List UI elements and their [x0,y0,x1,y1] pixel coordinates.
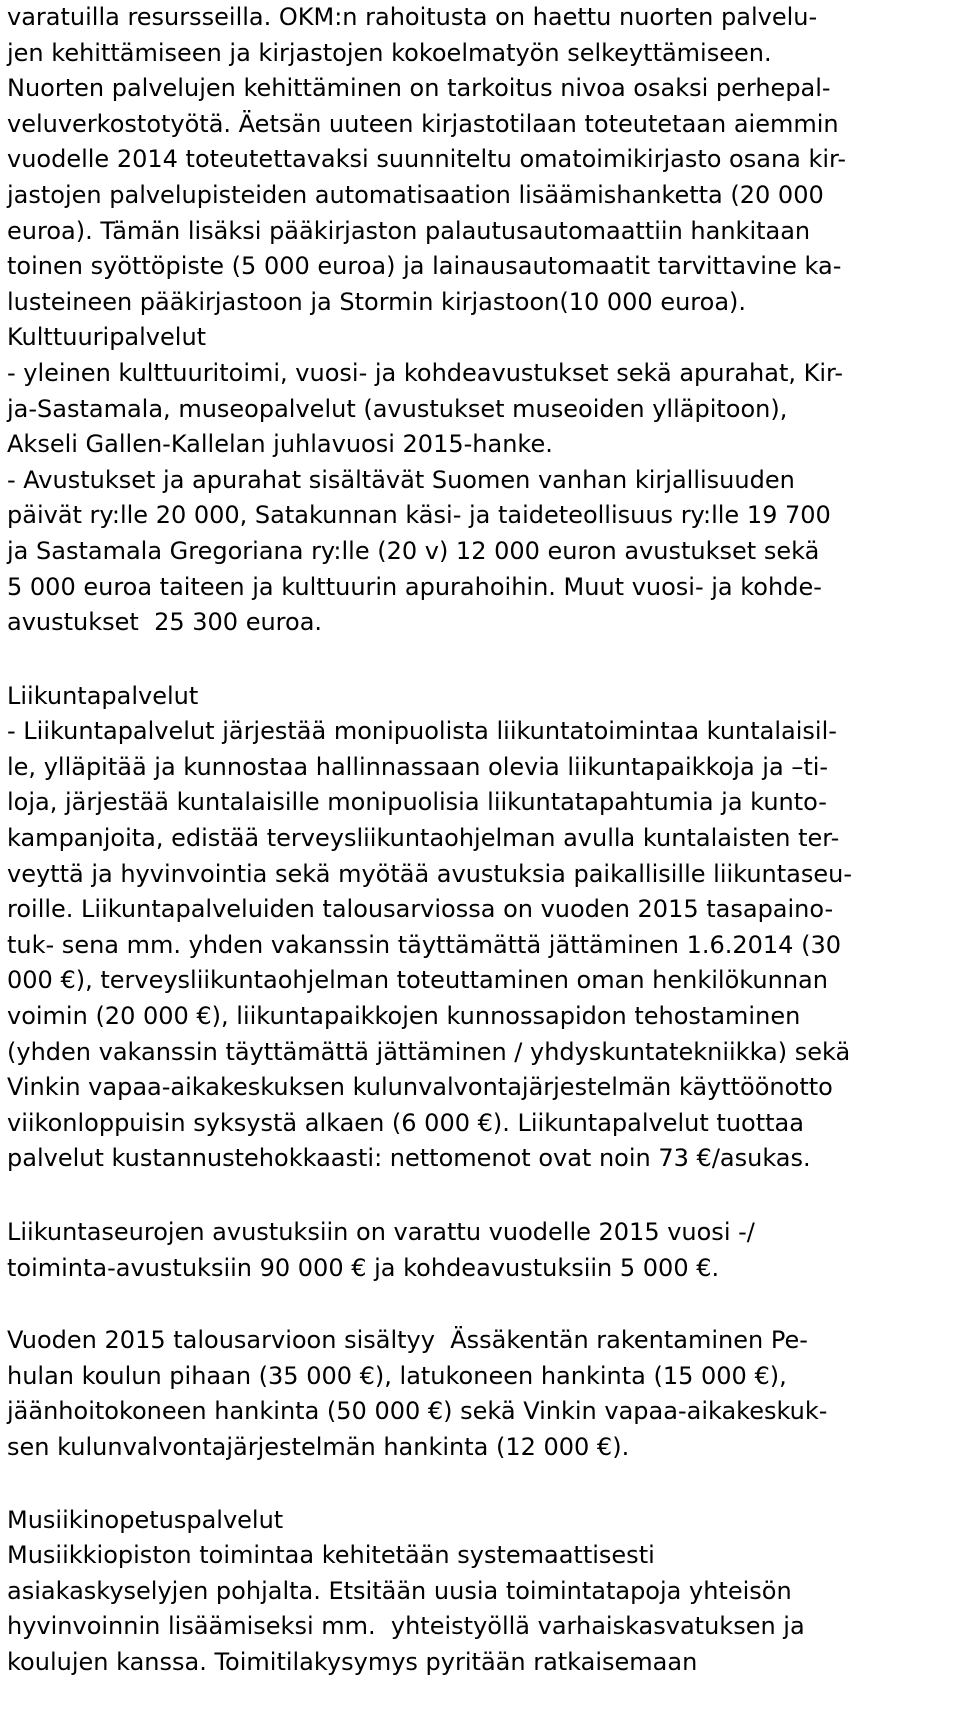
paragraph-culture-services [7,320,960,640]
paragraph-music-education [7,1503,960,1681]
text-line: veyttä ja hyvinvointia sekä myötää avustuksia paikallisille liikuntaseu- [7,859,853,888]
text-line: hyvinvoinnin lisäämiseksi mm. yhteistyöllä varhaiskasvatuksen ja [7,1612,805,1641]
text-line: päivät ry:lle 20 000, Satakunnan käsi- ja taideteollisuus ry:lle 19 700 [7,501,831,530]
text-line: Akseli Gallen-Kallelan juhlavuosi 2015-hanke. [7,430,553,459]
text-line: jäänhoitokoneen hankinta (50 000 €) sekä Vinkin vapaa-aikakeskuk- [7,1397,828,1426]
text-line: 000 €), terveysliikuntaohjelman toteuttaminen oman henkilökunnan [7,966,828,995]
text-line: - yleinen kulttuuritoimi, vuosi- ja kohdeavustukset sekä apurahat, Kir- [7,358,844,387]
text-line: le, ylläpitää ja kunnostaa hallinnassaan olevia liikuntapaikkoja ja –ti- [7,752,829,781]
text-line: jastojen palvelupisteiden automatisaation lisäämishanketta (20 000 [7,180,824,209]
text-line: viikonloppuisin syksystä alkaen (6 000 €). Liikuntapalvelut tuottaa [7,1108,804,1137]
text-line: Liikuntaseurojen avustuksiin on varattu vuodelle 2015 vuosi -/ [7,1218,755,1246]
text-line: lusteineen pääkirjastoon ja Stormin kirjastoon(10 000 euroa). [7,287,747,316]
text-line: avustukset 25 300 euroa. [7,608,323,637]
text-line: palvelut kustannustehokkaasti: nettomenot ovat noin 73 €/asukas. [7,1144,811,1173]
text-line: voimin (20 000 €), liikuntapaikkojen kunnossapidon tehostaminen [7,1002,801,1031]
text-line: koulujen kanssa. Toimitilakysymys pyritään ratkaisemaan [7,1647,698,1676]
text-line: vuodelle 2014 toteutettavaksi suunniteltu omatoimikirjasto osana kir- [7,145,847,174]
text-line: veluverkostotyötä. Äetsän uuteen kirjastotilaan toteutetaan aiemmin [7,109,839,138]
text-line: - Liikuntapalvelut järjestää monipuolista liikuntatoimintaa kuntalaisil- [7,717,837,746]
paragraph-budget-2015 [7,1323,960,1465]
section-heading-sports: Liikuntapalvelut [7,681,199,710]
paragraph-gap [7,641,960,679]
text-line: (yhden vakanssin täyttämättä jättäminen / yhdyskuntatekniikka) sekä [7,1037,851,1066]
text-line: toiminta-avustuksiin 90 000 € ja kohdeavustuksiin 5 000 €. [7,1253,720,1282]
text-line: roille. Liikuntapalveluiden talousarviossa on vuoden 2015 tasapaino- [7,895,834,924]
text-line: Vinkin vapaa-aikakeskuksen kulunvalvontajärjestelmän käyttöönotto [7,1073,833,1102]
paragraph-gap [7,1466,960,1503]
text-line: tuk- sena mm. yhden vakanssin täyttämättä jättäminen 1.6.2014 (30 [7,930,841,959]
section-heading-culture: Kulttuuripalvelut [7,323,207,352]
text-line: ja-Sastamala, museopalvelut (avustukset museoiden ylläpitoon), [7,394,788,423]
text-line: jen kehittämiseen ja kirjastojen kokoelmatyön selkeyttämiseen. [7,38,772,67]
text-line: varatuilla resursseilla. OKM:n rahoitusta on haettu nuorten palvelu- [7,3,818,31]
section-heading-music: Musiikinopetuspalvelut [7,1505,284,1534]
text-line: asiakaskyselyjen pohjalta. Etsitään uusia toimintatapoja yhteisön [7,1576,792,1605]
text-line: - Avustukset ja apurahat sisältävät Suomen vanhan kirjallisuuden [7,465,795,494]
text-line: sen kulunvalvontajärjestelmän hankinta (12 000 €). [7,1432,630,1461]
text-line: hulan koulun pihaan (35 000 €), latukoneen hankinta (15 000 €), [7,1361,787,1390]
text-line: loja, järjestää kuntalaisille monipuolisia liikuntatapahtumia ja kunto- [7,788,827,817]
text-line: Vuoden 2015 talousarvioon sisältyy Ässäkentän rakentaminen Pe- [7,1326,808,1355]
text-line: Nuorten palvelujen kehittäminen on tarkoitus nivoa osaksi perhepal- [7,74,831,103]
text-line: euroa). Tämän lisäksi pääkirjaston palautusautomaattiin hankitaan [7,216,811,245]
text-line: 5 000 euroa taiteen ja kulttuurin apurahoihin. Muut vuosi- ja kohde- [7,572,822,601]
paragraph-gap [7,1286,960,1323]
paragraph-sports-services [7,679,960,1177]
paragraph-sports-club-grants [7,1215,960,1286]
text-line: Musiikkiopiston toimintaa kehitetään systemaattisesti [7,1541,655,1570]
paragraph-library-resources [7,0,960,320]
text-line: toinen syöttöpiste (5 000 euroa) ja lainausautomaatit tarvittavine ka- [7,252,842,281]
text-line: ja Sastamala Gregoriana ry:lle (20 v) 12 000 euron avustukset sekä [7,536,820,565]
text-line: kampanjoita, edistää terveysliikuntaohjelman avulla kuntalaisten ter- [7,824,840,853]
paragraph-gap [7,1177,960,1215]
